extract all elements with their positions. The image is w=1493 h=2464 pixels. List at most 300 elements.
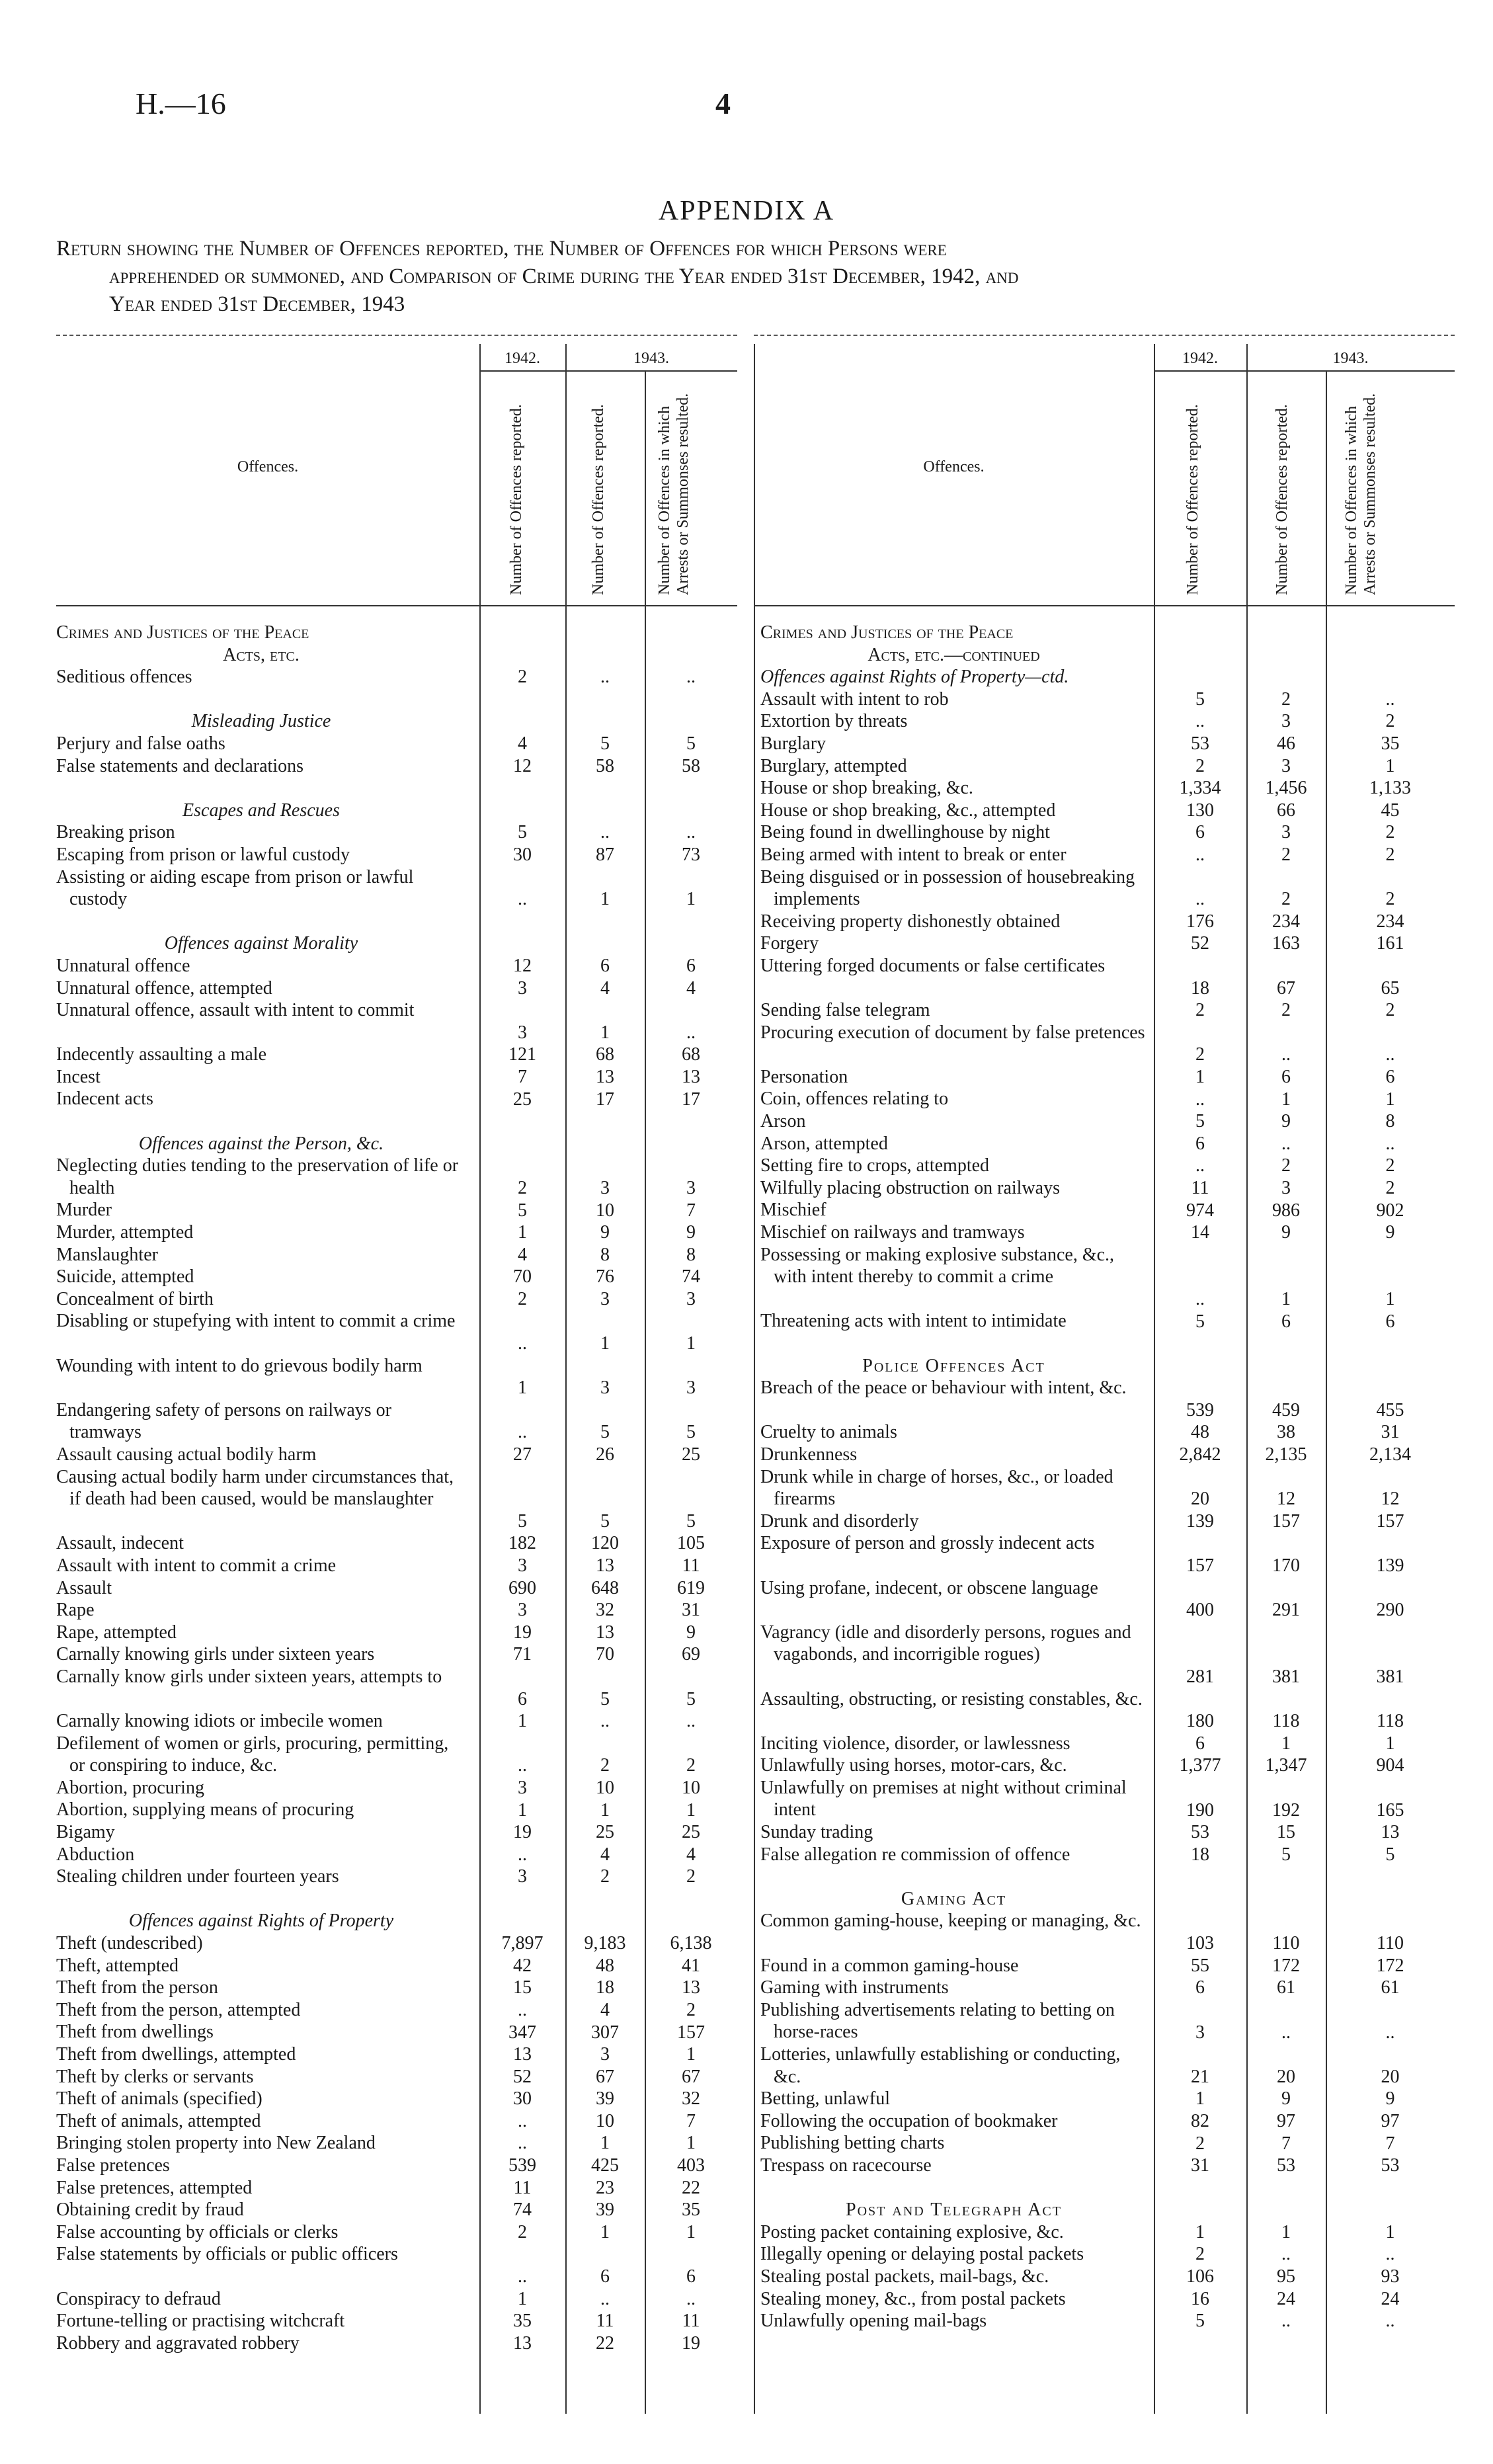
table-row [56, 2043, 737, 2066]
category-heading [56, 800, 737, 822]
spacer [56, 1888, 737, 1910]
value-1943-reported: 3 [1281, 822, 1291, 843]
value-1943-arrests: 19 [682, 2332, 700, 2354]
value-1943-arrests: 74 [682, 1266, 700, 1288]
table-row [56, 2132, 737, 2155]
offence-name: Bigamy [56, 1822, 115, 1843]
value-1943-reported: .. [600, 1711, 610, 1732]
offence-name: Carnally knowing idiots or imbecile women [56, 1711, 383, 1732]
value-1943-arrests: 13 [682, 1977, 700, 1998]
table-row [56, 1044, 737, 1066]
value-1943-reported: 13 [596, 1622, 614, 1643]
offence-name: Assault causing actual bodily harm [56, 1444, 317, 1465]
value-1943-reported: .. [1281, 1044, 1291, 1065]
value-1943-reported: 3 [600, 1177, 610, 1198]
value-1942-reported: 19 [513, 1822, 532, 1843]
offence-name: Sending false telegram [760, 1000, 930, 1021]
value-1943-reported: 3 [1281, 1177, 1291, 1198]
offence-name: Cruelty to animals [760, 1422, 897, 1443]
offence-name: Uttering forged documents or false certificates [760, 955, 1106, 976]
offence-name: Seditious offences [56, 667, 192, 688]
table-row [56, 1244, 737, 1266]
category-heading-text: Offences against Rights of Property—ctd. [760, 667, 1069, 688]
offence-name: Receiving property dishonestly obtained [760, 911, 1061, 932]
value-1943-reported: 17 [596, 1088, 614, 1110]
value-1942-reported: 2 [1195, 2244, 1205, 2265]
value-1943-arrests: 31 [1381, 1422, 1400, 1443]
offence-name: Burglary [760, 733, 827, 754]
value-1942-reported: 6 [1195, 822, 1205, 843]
table-row [56, 1799, 737, 1821]
value-1942-reported: 130 [1186, 800, 1214, 821]
value-1942-reported: 55 [1191, 1955, 1209, 1976]
value-1942-reported: 180 [1186, 1711, 1214, 1732]
value-1943-reported: 110 [1272, 1933, 1300, 1954]
table-row [56, 755, 737, 778]
table-row [56, 2310, 737, 2332]
value-1942-reported: 11 [513, 2177, 532, 2198]
value-1943-arrests: 11 [682, 1555, 700, 1577]
offence-name: Lotteries, unlawfully establishing or conducting, &c. [760, 2044, 1121, 2087]
offence-name: Betting, unlawful [760, 2088, 890, 2110]
value-1943-arrests: 73 [682, 844, 700, 866]
offence-name: Assisting or aiding escape from prison or lawful custody [56, 866, 414, 910]
value-1942-reported: 12 [513, 755, 532, 776]
value-1942-reported: .. [1195, 711, 1205, 732]
value-1942-reported: 5 [518, 822, 527, 843]
table-row [760, 999, 1455, 1022]
table-row [56, 1821, 737, 1844]
table-row [56, 2021, 737, 2043]
value-1943-arrests: 161 [1376, 933, 1404, 954]
offence-name: False statements by officials or public officers [56, 2244, 398, 2265]
offence-name: Inciting violence, disorder, or lawlessness [760, 1733, 1070, 1754]
offence-name: Exposure of person and grossly indecent acts [760, 1533, 1095, 1554]
offence-name: Stealing postal packets, mail-bags, &c. [760, 2266, 1049, 2287]
col-offences-header-r: Offences. [923, 458, 985, 475]
offence-name: False pretences, attempted [56, 2177, 253, 2198]
offence-name: Murder [56, 1200, 112, 1221]
value-1942-reported: 139 [1186, 1510, 1214, 1532]
value-1943-arrests: 619 [677, 1577, 705, 1598]
value-1943-reported: 648 [591, 1577, 619, 1598]
table-row [760, 1844, 1455, 1866]
table-row [56, 977, 737, 1000]
table-row [56, 1643, 737, 1666]
table-row [56, 1866, 737, 1888]
offence-name: Arson [760, 1111, 806, 1132]
value-1943-arrests: 2 [1385, 711, 1395, 732]
table-row [760, 1821, 1455, 1844]
table-row [760, 955, 1455, 999]
value-1943-arrests: 118 [1377, 1711, 1404, 1732]
top-rule-left [56, 335, 737, 336]
value-1943-arrests: 1 [1385, 755, 1395, 776]
table-row [56, 2155, 737, 2177]
value-1942-reported: 71 [513, 1644, 532, 1665]
value-1943-arrests: 9 [686, 1222, 696, 1243]
offence-name: Unlawfully on premises at night without criminal intent [760, 1777, 1127, 1821]
offence-name: Murder, attempted [56, 1222, 194, 1243]
value-1943-arrests: .. [686, 822, 696, 843]
offence-name: Being found in dwellinghouse by night [760, 822, 1050, 843]
value-1943-reported: 9,183 [584, 1933, 626, 1954]
offence-name: Following the occupation of bookmaker [760, 2110, 1058, 2131]
value-1942-reported: .. [1195, 1155, 1205, 1176]
value-1943-arrests: 2,134 [1369, 1444, 1411, 1465]
value-1943-reported: .. [1281, 1133, 1291, 1154]
offence-name: Obtaining credit by fraud [56, 2199, 244, 2221]
table-row [760, 2310, 1455, 2332]
offences-table-left [56, 344, 737, 2407]
value-1942-reported: 347 [508, 2022, 536, 2043]
value-1942-reported: 30 [513, 844, 532, 866]
value-1943-reported: 2,135 [1265, 1444, 1307, 1465]
offence-name: Unlawfully opening mail-bags [760, 2311, 987, 2332]
table-row [56, 2066, 737, 2088]
value-1943-arrests: 24 [1381, 2288, 1400, 2309]
value-1943-arrests: 5 [686, 1510, 696, 1532]
col-arrests-1943: Number of Offences in which Arrests or Summonses resulted. [656, 393, 692, 595]
value-1943-arrests: 65 [1381, 977, 1400, 999]
value-1942-reported: 1 [518, 2288, 527, 2309]
value-1943-arrests: 1 [686, 2044, 696, 2065]
value-1942-reported: 20 [1191, 1489, 1209, 1510]
value-1943-reported: 157 [1272, 1510, 1300, 1532]
page-number: 4 [715, 87, 731, 120]
offence-name: Mischief on railways and tramways [760, 1222, 1025, 1243]
value-1943-reported: 39 [596, 2199, 614, 2221]
table-row [760, 1088, 1455, 1110]
table-row [56, 2088, 737, 2110]
offence-name: Forgery [760, 933, 819, 954]
value-1942-reported: 539 [508, 2155, 536, 2176]
table-row [760, 866, 1455, 911]
table-row [760, 1466, 1455, 1510]
value-1943-reported: 192 [1272, 1799, 1300, 1821]
value-1943-reported: 39 [596, 2088, 614, 2110]
table-row [56, 1710, 737, 1733]
value-1942-reported: 5 [518, 1510, 527, 1532]
offence-name: Theft of animals, attempted [56, 2110, 261, 2131]
value-1942-reported: 539 [1186, 1399, 1214, 1420]
table-row [760, 911, 1455, 933]
value-1942-reported: 74 [513, 2199, 532, 2221]
value-1943-arrests: 7 [686, 2110, 696, 2131]
table-row [56, 2110, 737, 2133]
offence-name: Extortion by threats [760, 711, 908, 732]
table-row [56, 866, 737, 911]
table-row [56, 1088, 737, 1110]
table-row [760, 710, 1455, 733]
value-1943-arrests: 105 [677, 1533, 705, 1554]
appendix-title: APPENDIX A [658, 196, 835, 226]
value-1943-arrests: 11 [682, 2311, 700, 2332]
value-1943-reported: 18 [596, 1977, 614, 1998]
category-heading-text: Offences against Morality [164, 933, 358, 954]
category-heading-text: Misleading Justice [191, 711, 331, 732]
value-1943-reported: 70 [596, 1644, 614, 1665]
value-1942-reported: 182 [508, 1533, 536, 1554]
table-row [56, 1221, 737, 1244]
offence-name: Wounding with intent to do grievous bodily harm [56, 1355, 423, 1376]
table-row [56, 1466, 737, 1533]
offence-name: Unlawfully using horses, motor-cars, &c. [760, 1755, 1067, 1776]
table-row [56, 1666, 737, 1710]
offence-name: Indecently assaulting a male [56, 1044, 266, 1065]
table-row [56, 844, 737, 866]
table-row [760, 1022, 1455, 1066]
section-heading-text: Crimes and Justices of the Peace [760, 622, 1014, 643]
table-row [760, 1377, 1455, 1421]
value-1942-reported: 5 [1195, 1111, 1205, 1132]
offence-name: Abortion, supplying means of procuring [56, 1799, 354, 1821]
table-row [760, 1977, 1455, 1999]
value-1943-reported: 38 [1277, 1422, 1295, 1443]
act-heading [760, 1355, 1455, 1377]
value-1942-reported: 70 [513, 1266, 532, 1288]
value-1943-reported: 8 [600, 1244, 610, 1265]
value-1943-arrests: 13 [1381, 1822, 1400, 1843]
table-row [760, 1310, 1455, 1333]
offence-name: Assault, indecent [56, 1533, 184, 1554]
value-1942-reported: 1 [1195, 2221, 1205, 2242]
value-1943-reported: 87 [596, 844, 614, 866]
value-1942-reported: 6 [1195, 1977, 1205, 1998]
offence-name: Gaming with instruments [760, 1977, 949, 1998]
table-row [760, 2266, 1455, 2288]
value-1943-arrests: 2 [1385, 1177, 1395, 1198]
value-1942-reported: .. [518, 2266, 527, 2287]
value-1942-reported: 52 [1191, 933, 1209, 954]
table-row [56, 1532, 737, 1555]
table-row [760, 800, 1455, 822]
value-1943-reported: 10 [596, 2110, 614, 2131]
table-row [760, 2132, 1455, 2155]
value-1943-reported: 67 [596, 2066, 614, 2087]
value-1943-reported: 5 [600, 733, 610, 755]
table-row [56, 1999, 737, 2022]
table-row [760, 688, 1455, 711]
offence-name: Procuring execution of document by false pretences [760, 1022, 1145, 1043]
offence-name: Theft of animals (specified) [56, 2088, 262, 2110]
value-1942-reported: 19 [513, 1622, 532, 1643]
value-1943-arrests: 2 [1385, 844, 1395, 866]
value-1943-arrests: 904 [1376, 1755, 1404, 1776]
col-year-1943: 1943. [633, 350, 669, 367]
value-1943-arrests: 97 [1381, 2110, 1400, 2131]
return-line-2: apprehended or summoned, and Comparison of Crime during the Year ended 31st December, 1942, and [109, 265, 1019, 288]
value-1943-reported: 3 [1281, 755, 1291, 776]
value-1943-reported: 9 [1281, 1111, 1291, 1132]
value-1943-arrests: 3 [686, 1177, 696, 1198]
value-1943-arrests: 381 [1376, 1666, 1404, 1688]
offence-name: Assault with intent to rob [760, 688, 949, 710]
offence-name: Assaulting, obstructing, or resisting constables, &c. [760, 1688, 1143, 1709]
value-1943-reported: 68 [596, 1044, 614, 1065]
offence-name: Theft from dwellings [56, 2022, 214, 2043]
value-1943-reported: 66 [1277, 800, 1295, 821]
table-row [760, 1777, 1455, 1821]
offence-name: Theft from the person [56, 1977, 218, 1998]
value-1942-reported: .. [518, 1755, 527, 1776]
offence-name: Stealing money, &c., from postal packets [760, 2288, 1066, 2309]
value-1943-arrests: 172 [1376, 1955, 1404, 1976]
value-1943-arrests: .. [686, 1711, 696, 1732]
offence-name: Personation [760, 1066, 848, 1087]
act-heading-text: Post and Telegraph Act [846, 2199, 1062, 2221]
offence-name: Breaking prison [56, 822, 175, 843]
value-1943-reported: 2 [1281, 844, 1291, 866]
table-row [760, 1510, 1455, 1533]
value-1942-reported: .. [1195, 844, 1205, 866]
value-1943-arrests: 6,138 [670, 1933, 712, 1954]
value-1943-arrests: 3 [686, 1377, 696, 1399]
value-1943-arrests: 25 [682, 1822, 700, 1843]
value-1942-reported: 3 [1195, 2022, 1205, 2043]
value-1942-reported: 1 [518, 1799, 527, 1821]
value-1943-reported: 76 [596, 1266, 614, 1288]
value-1943-arrests: 41 [682, 1955, 700, 1976]
value-1943-reported: 425 [591, 2155, 619, 2176]
value-1943-arrests: .. [1385, 1133, 1395, 1154]
table-row [56, 1932, 737, 1955]
value-1943-reported: 6 [1281, 1066, 1291, 1087]
spacer [56, 1110, 737, 1133]
value-1943-reported: 5 [600, 1422, 610, 1443]
offence-name: Using profane, indecent, or obscene language [760, 1577, 1098, 1598]
value-1942-reported: 2 [1195, 2133, 1205, 2154]
value-1942-reported: 3 [518, 1555, 527, 1577]
category-heading-text: Offences against Rights of Property [128, 1910, 394, 1932]
value-1943-reported: 13 [596, 1555, 614, 1577]
table-row [56, 1555, 737, 1577]
offence-name: Drunk and disorderly [760, 1510, 919, 1532]
table-row [760, 2243, 1455, 2266]
value-1943-arrests: 5 [686, 733, 696, 755]
offence-name: Publishing advertisements relating to betting on horse-races [760, 1999, 1115, 2043]
table-row [760, 821, 1455, 844]
value-1943-arrests: 1 [1385, 2221, 1395, 2242]
act-heading-text: Gaming Act [901, 1888, 1007, 1909]
value-1943-reported: 24 [1277, 2288, 1295, 2309]
value-1942-reported: .. [1195, 1288, 1205, 1309]
table-row [760, 755, 1455, 778]
offence-name: Theft by clerks or servants [56, 2066, 254, 2087]
value-1943-arrests: 25 [682, 1444, 700, 1465]
table-row [56, 999, 737, 1044]
value-1942-reported: 1 [518, 1377, 527, 1399]
section-heading [760, 644, 1455, 667]
offence-name: Theft (undescribed) [56, 1933, 203, 1954]
value-1943-reported: 307 [591, 2022, 619, 2043]
value-1942-reported: 157 [1186, 1555, 1214, 1577]
value-1942-reported: 2,842 [1179, 1444, 1221, 1465]
table-row [760, 1155, 1455, 1177]
value-1943-reported: 1 [600, 1022, 610, 1043]
value-1942-reported: 7 [518, 1066, 527, 1087]
offence-name: House or shop breaking, &c., attempted [760, 800, 1056, 821]
section-heading-text: Crimes and Justices of the Peace [56, 622, 309, 643]
table-row [760, 1577, 1455, 1622]
spacer [760, 1866, 1455, 1888]
return-line-1: Return showing the Number of Offences reported, the Number of Offences for which Persons were [56, 237, 947, 261]
value-1943-reported: 1 [600, 2221, 610, 2242]
value-1942-reported: 6 [1195, 1733, 1205, 1754]
value-1942-reported: 5 [1195, 2311, 1205, 2332]
offence-name: Theft from the person, attempted [56, 1999, 301, 2020]
value-1942-reported: .. [518, 1422, 527, 1443]
table-row [56, 1310, 737, 1354]
offence-name: Fortune-telling or practising witchcraft [56, 2311, 345, 2332]
value-1943-arrests: 7 [686, 1200, 696, 1221]
value-1942-reported: .. [518, 1844, 527, 1865]
offence-name: Unnatural offence [56, 955, 190, 976]
offence-name: Defilement of women or girls, procuring, permitting, or conspiring to induce, &c. [56, 1733, 449, 1776]
value-1943-reported: 7 [1281, 2133, 1291, 2154]
offence-name: Drunk while in charge of horses, &c., or loaded firearms [760, 1466, 1113, 1510]
table-row [760, 2110, 1455, 2133]
offence-name: Setting fire to crops, attempted [760, 1155, 990, 1176]
value-1943-reported: .. [600, 2288, 610, 2309]
value-1943-arrests: 68 [682, 1044, 700, 1065]
value-1943-reported: 2 [600, 1755, 610, 1776]
value-1942-reported: 2 [1195, 1000, 1205, 1021]
value-1943-arrests: 1 [686, 1799, 696, 1821]
value-1943-reported: 3 [600, 1377, 610, 1399]
value-1943-arrests: 61 [1381, 1977, 1400, 1998]
offence-name: Rape [56, 1600, 95, 1621]
table-row [56, 1288, 737, 1311]
value-1943-arrests: 6 [1385, 1066, 1395, 1087]
section-heading-text: Acts, etc.—continued [868, 644, 1040, 665]
offence-name: Abortion, procuring [56, 1777, 204, 1798]
offence-name: False statements and declarations [56, 755, 303, 776]
value-1943-reported: 5 [1281, 1844, 1291, 1865]
value-1943-arrests: .. [1385, 1044, 1395, 1065]
offence-name: Suicide, attempted [56, 1266, 194, 1288]
value-1942-reported: 18 [1191, 977, 1209, 999]
offence-name: Carnally know girls under sixteen years, attempts to [56, 1666, 442, 1687]
value-1943-reported: 9 [1281, 2088, 1291, 2110]
offence-name: Carnally knowing girls under sixteen years [56, 1644, 375, 1665]
offence-name: Abduction [56, 1844, 135, 1865]
value-1943-reported: 170 [1272, 1555, 1300, 1577]
value-1943-arrests: 58 [682, 755, 700, 776]
value-1943-reported: 6 [600, 2266, 610, 2287]
value-1943-reported: 4 [600, 1844, 610, 1865]
value-1943-arrests: 157 [677, 2022, 705, 2043]
value-1942-reported: 3 [518, 1777, 527, 1798]
value-1942-reported: 3 [518, 1866, 527, 1887]
value-1943-arrests: 93 [1381, 2266, 1400, 2287]
offence-name: Burglary, attempted [760, 755, 907, 776]
value-1943-arrests: 31 [682, 1600, 700, 1621]
offence-name: Threatening acts with intent to intimidate [760, 1311, 1067, 1332]
table-row [56, 1599, 737, 1622]
offence-name: Publishing betting charts [760, 2133, 945, 2154]
value-1943-reported: 25 [596, 1822, 614, 1843]
offence-name: Causing actual bodily harm under circumstances that, if death had been caused, would be manslaughter [56, 1466, 454, 1510]
value-1942-reported: 2 [518, 667, 527, 688]
value-1943-arrests: 290 [1376, 1600, 1404, 1621]
value-1943-reported: 3 [1281, 711, 1291, 732]
value-1943-arrests: .. [1385, 2244, 1395, 2265]
table-row [56, 2177, 737, 2199]
value-1943-reported: .. [600, 822, 610, 843]
table-row [760, 1688, 1455, 1733]
value-1943-arrests: 6 [686, 2266, 696, 2287]
